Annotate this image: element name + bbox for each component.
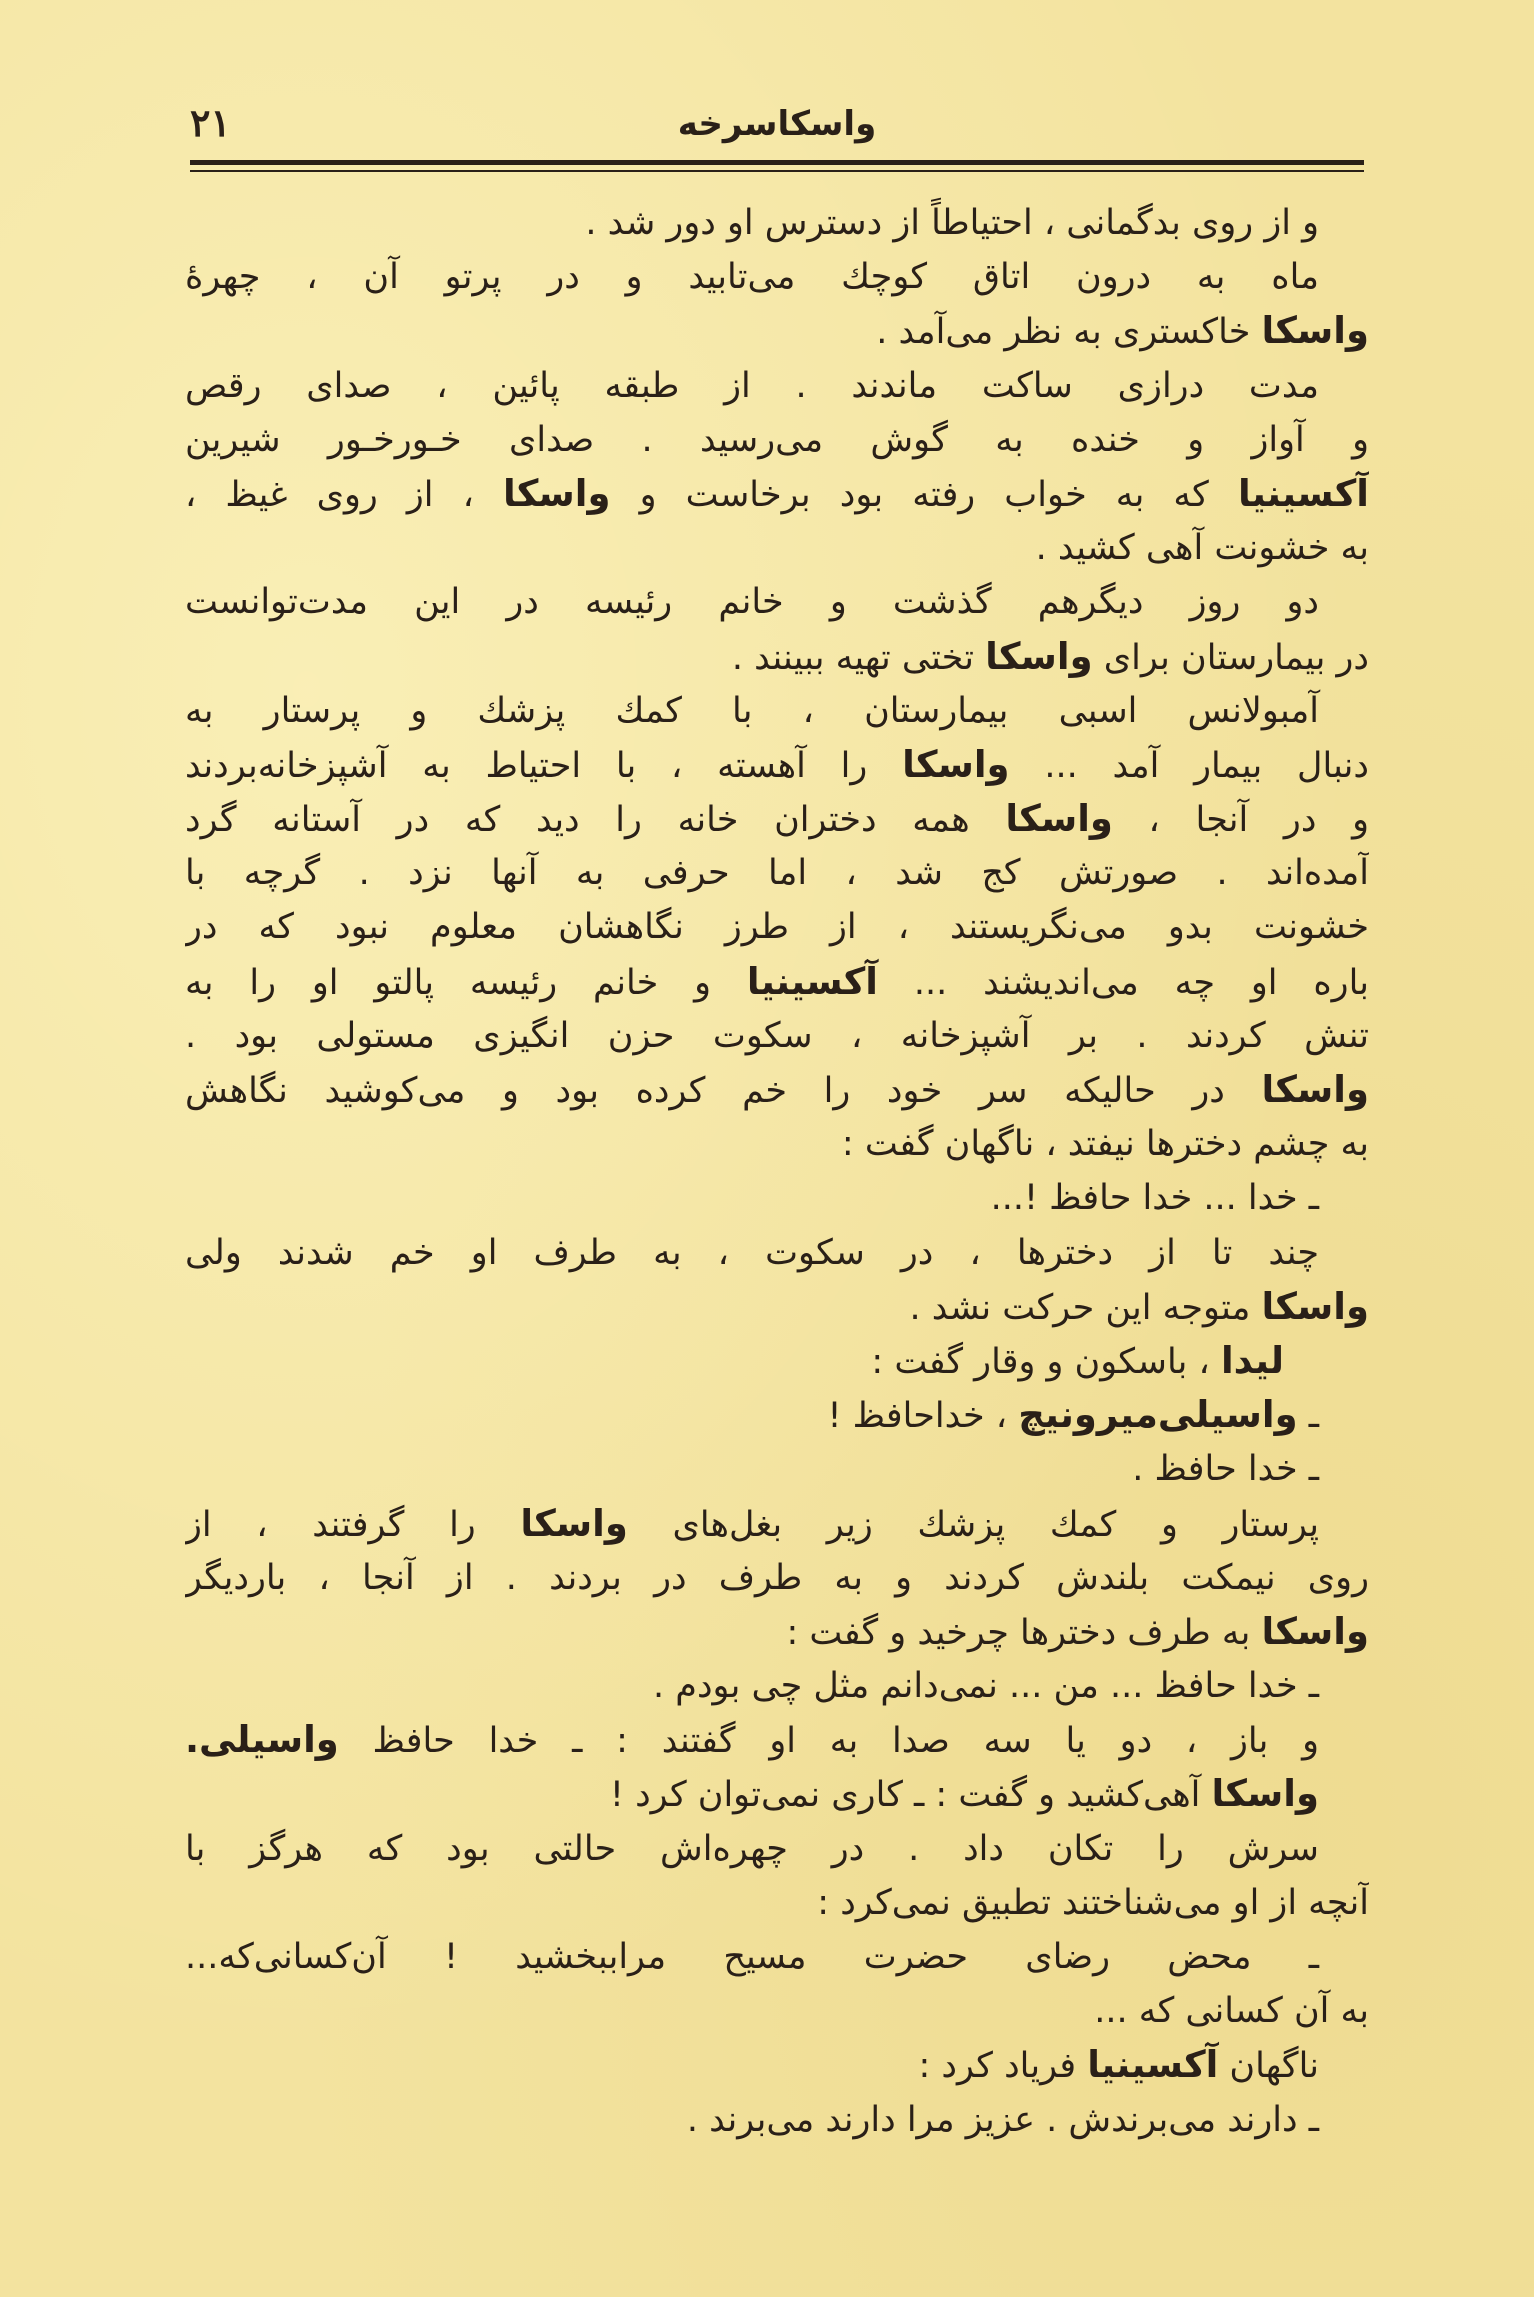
line-text: در بیمارستان برای <box>1092 637 1369 678</box>
text-line <box>185 467 1369 521</box>
running-title: واسکاسرخه <box>677 104 877 144</box>
page-header <box>190 100 1364 150</box>
text-line <box>185 1984 1369 2038</box>
line-text: و باز ، دو یا سه صدا به او گفتند : ـ خدا حافظ <box>338 1721 1319 1762</box>
text-line <box>185 1822 1369 1876</box>
text-line <box>185 575 1369 629</box>
line-text: آمبولانس اسبی بیمارستان ، با کمك پزشك و پرستار به <box>185 690 1319 731</box>
text-line <box>185 1117 1369 1171</box>
body-text <box>185 196 1369 2147</box>
line-text: که به خواب رفته بود برخاست و <box>610 474 1238 515</box>
header-rule-thick <box>190 160 1364 165</box>
text-line <box>185 738 1369 792</box>
character-name: آکسینیا <box>746 959 878 1003</box>
page-number: ۲۱ <box>190 100 231 145</box>
character-name: لیدا <box>1220 1338 1284 1382</box>
line-text: تختی تهیه ببینند . <box>731 637 986 678</box>
line-text: به آن کسانی که ... <box>1094 1991 1369 2032</box>
line-text: و در آنجا ، <box>1112 800 1369 841</box>
text-line <box>185 1388 1369 1442</box>
line-text: روی نیمکت بلندش کردند و به طرف در بردند . از آنجا ، باردیگر <box>185 1557 1369 1598</box>
text-line <box>185 1226 1369 1280</box>
text-line <box>185 1497 1369 1551</box>
text-line <box>185 900 1369 954</box>
line-text: تنش کردند . بر آشپزخانه ، سکوت حزن انگیزی مستولی بود . <box>185 1015 1369 1056</box>
line-text: فریاد کرد : <box>918 2046 1088 2087</box>
character-name: واسکا <box>1211 1772 1319 1816</box>
line-text: دنبال بیمار آمد ... <box>1009 745 1369 786</box>
text-line <box>185 250 1369 304</box>
character-name: واسکا <box>1261 1068 1369 1111</box>
line-text: و خانم رئیسه پالتو او را به <box>185 962 747 1003</box>
character-name: واسیلی. <box>185 1718 339 1762</box>
character-name: واسکا <box>1261 1609 1369 1653</box>
line-text: ـ خدا حافظ ... من ... نمی‌دانم مثل چی بودم . <box>653 1666 1319 1707</box>
line-text: را آهسته ، با احتیاط به آشپزخانه‌بردند <box>185 745 903 786</box>
text-line <box>185 196 1369 250</box>
line-text: در حالیکه سر خود را خم کرده بود و می‌کوشید نگاهش <box>185 1071 1262 1111</box>
text-line <box>185 1171 1369 1225</box>
line-text: آهی‌کشید و گفت : ـ کاری نمی‌توان کرد ! <box>609 1775 1212 1816</box>
text-line <box>185 1605 1369 1659</box>
line-text: ـ خدا ... خدا حافظ !... <box>990 1178 1319 1219</box>
header-rule-thin <box>190 170 1364 172</box>
character-name: آکسینیا <box>1087 2043 1219 2087</box>
character-name: واسکا <box>1005 797 1113 841</box>
line-text: ، باسکون و وقار گفت : <box>871 1341 1221 1382</box>
text-line <box>185 1009 1369 1063</box>
character-name: واسکا <box>503 471 611 515</box>
text-line <box>185 955 1369 1009</box>
line-text: پرستار و کمك پزشك زیر بغل‌های <box>627 1504 1319 1545</box>
text-line <box>185 521 1369 575</box>
line-text: چند تا از دخترها ، در سکوت ، به طرف او خم شدند ولی <box>185 1232 1319 1273</box>
line-text: ماه به درون اتاق کوچك می‌تابید و در پرتو آن ، چهرهٔ <box>185 257 1319 298</box>
text-line <box>185 1713 1369 1767</box>
text-line <box>185 2093 1369 2147</box>
line-text: ـ دارند می‌برندش . عزیز مرا دارند می‌برند . <box>686 2099 1319 2140</box>
line-text: باره او چه می‌اندیشند ... <box>877 962 1369 1003</box>
character-name: واسکا <box>1261 309 1369 353</box>
text-line <box>185 304 1369 358</box>
line-text: خاکستری به نظر می‌آمد . <box>876 312 1262 353</box>
text-line <box>185 1334 1369 1388</box>
text-line <box>185 413 1369 467</box>
text-line <box>185 2038 1369 2092</box>
text-line <box>185 1280 1369 1334</box>
line-text: ، از روی غیظ ، <box>185 474 504 515</box>
line-text: و از روی بدگمانی ، احتیاطاً از دسترس او دور شد . <box>585 203 1319 243</box>
line-text: را گرفتند ، از <box>185 1504 521 1545</box>
line-text: سرش را تکان داد . در چهره‌اش حالتی بود که هرگز با <box>185 1828 1319 1869</box>
line-text: ـ محض رضای حضرت مسیح مراببخشید ! آن‌کسانی‌که... <box>185 1937 1319 1977</box>
text-line <box>185 1876 1369 1930</box>
text-line <box>185 630 1369 684</box>
text-line <box>185 1659 1369 1713</box>
line-text: متوجه این حرکت نشد . <box>909 1287 1262 1328</box>
line-text: به خشونت آهی کشید . <box>1035 528 1369 569</box>
line-text: ـ <box>1297 1396 1319 1437</box>
character-name: واسکا <box>1261 1284 1369 1328</box>
text-line <box>185 359 1369 413</box>
text-line <box>185 1442 1369 1496</box>
line-text: دو روز دیگرهم گذشت و خانم رئیسه در این مدت‌توانست <box>185 582 1319 623</box>
character-name: واسکا <box>520 1501 628 1545</box>
text-line <box>185 846 1369 900</box>
line-text: مدت درازی ساکت ماندند . از طبقه پائین ، صدای رقص <box>185 365 1319 406</box>
line-text: ـ خدا حافظ . <box>1132 1449 1319 1490</box>
text-line <box>185 1767 1369 1821</box>
line-text: به چشم دخترها نیفتد ، ناگهان گفت : <box>841 1124 1369 1165</box>
character-name: آکسینیا <box>1237 471 1369 515</box>
line-text: آنچه از او می‌شناختند تطبیق نمی‌کرد : <box>817 1882 1369 1923</box>
line-text: و آواز و خنده به گوش می‌رسید . صدای خـورخـور شیرین <box>185 419 1369 460</box>
text-line <box>185 792 1369 846</box>
line-text: خشونت بدو می‌نگریستند ، از طرز نگاهشان معلوم نبود که در <box>185 907 1369 948</box>
text-line <box>185 684 1369 738</box>
line-text: ، خداحافظ ! <box>827 1396 1019 1437</box>
line-text: آمده‌اند . صورتش کج شد ، اما حرفی به آنها نزد . گرچه با <box>185 853 1369 894</box>
text-line <box>185 1063 1369 1117</box>
character-name: واسکا <box>902 742 1010 786</box>
line-text: همه دختران خانه را دید که در آستانه گرد <box>185 800 1006 841</box>
text-line <box>185 1930 1369 1984</box>
character-name: واسیلی‌میرونیچ <box>1018 1393 1298 1437</box>
text-line <box>185 1551 1369 1605</box>
character-name: واسکا <box>985 634 1093 678</box>
line-text: ناگهان <box>1218 2046 1319 2087</box>
line-text: به طرف دخترها چرخید و گفت : <box>786 1612 1262 1653</box>
